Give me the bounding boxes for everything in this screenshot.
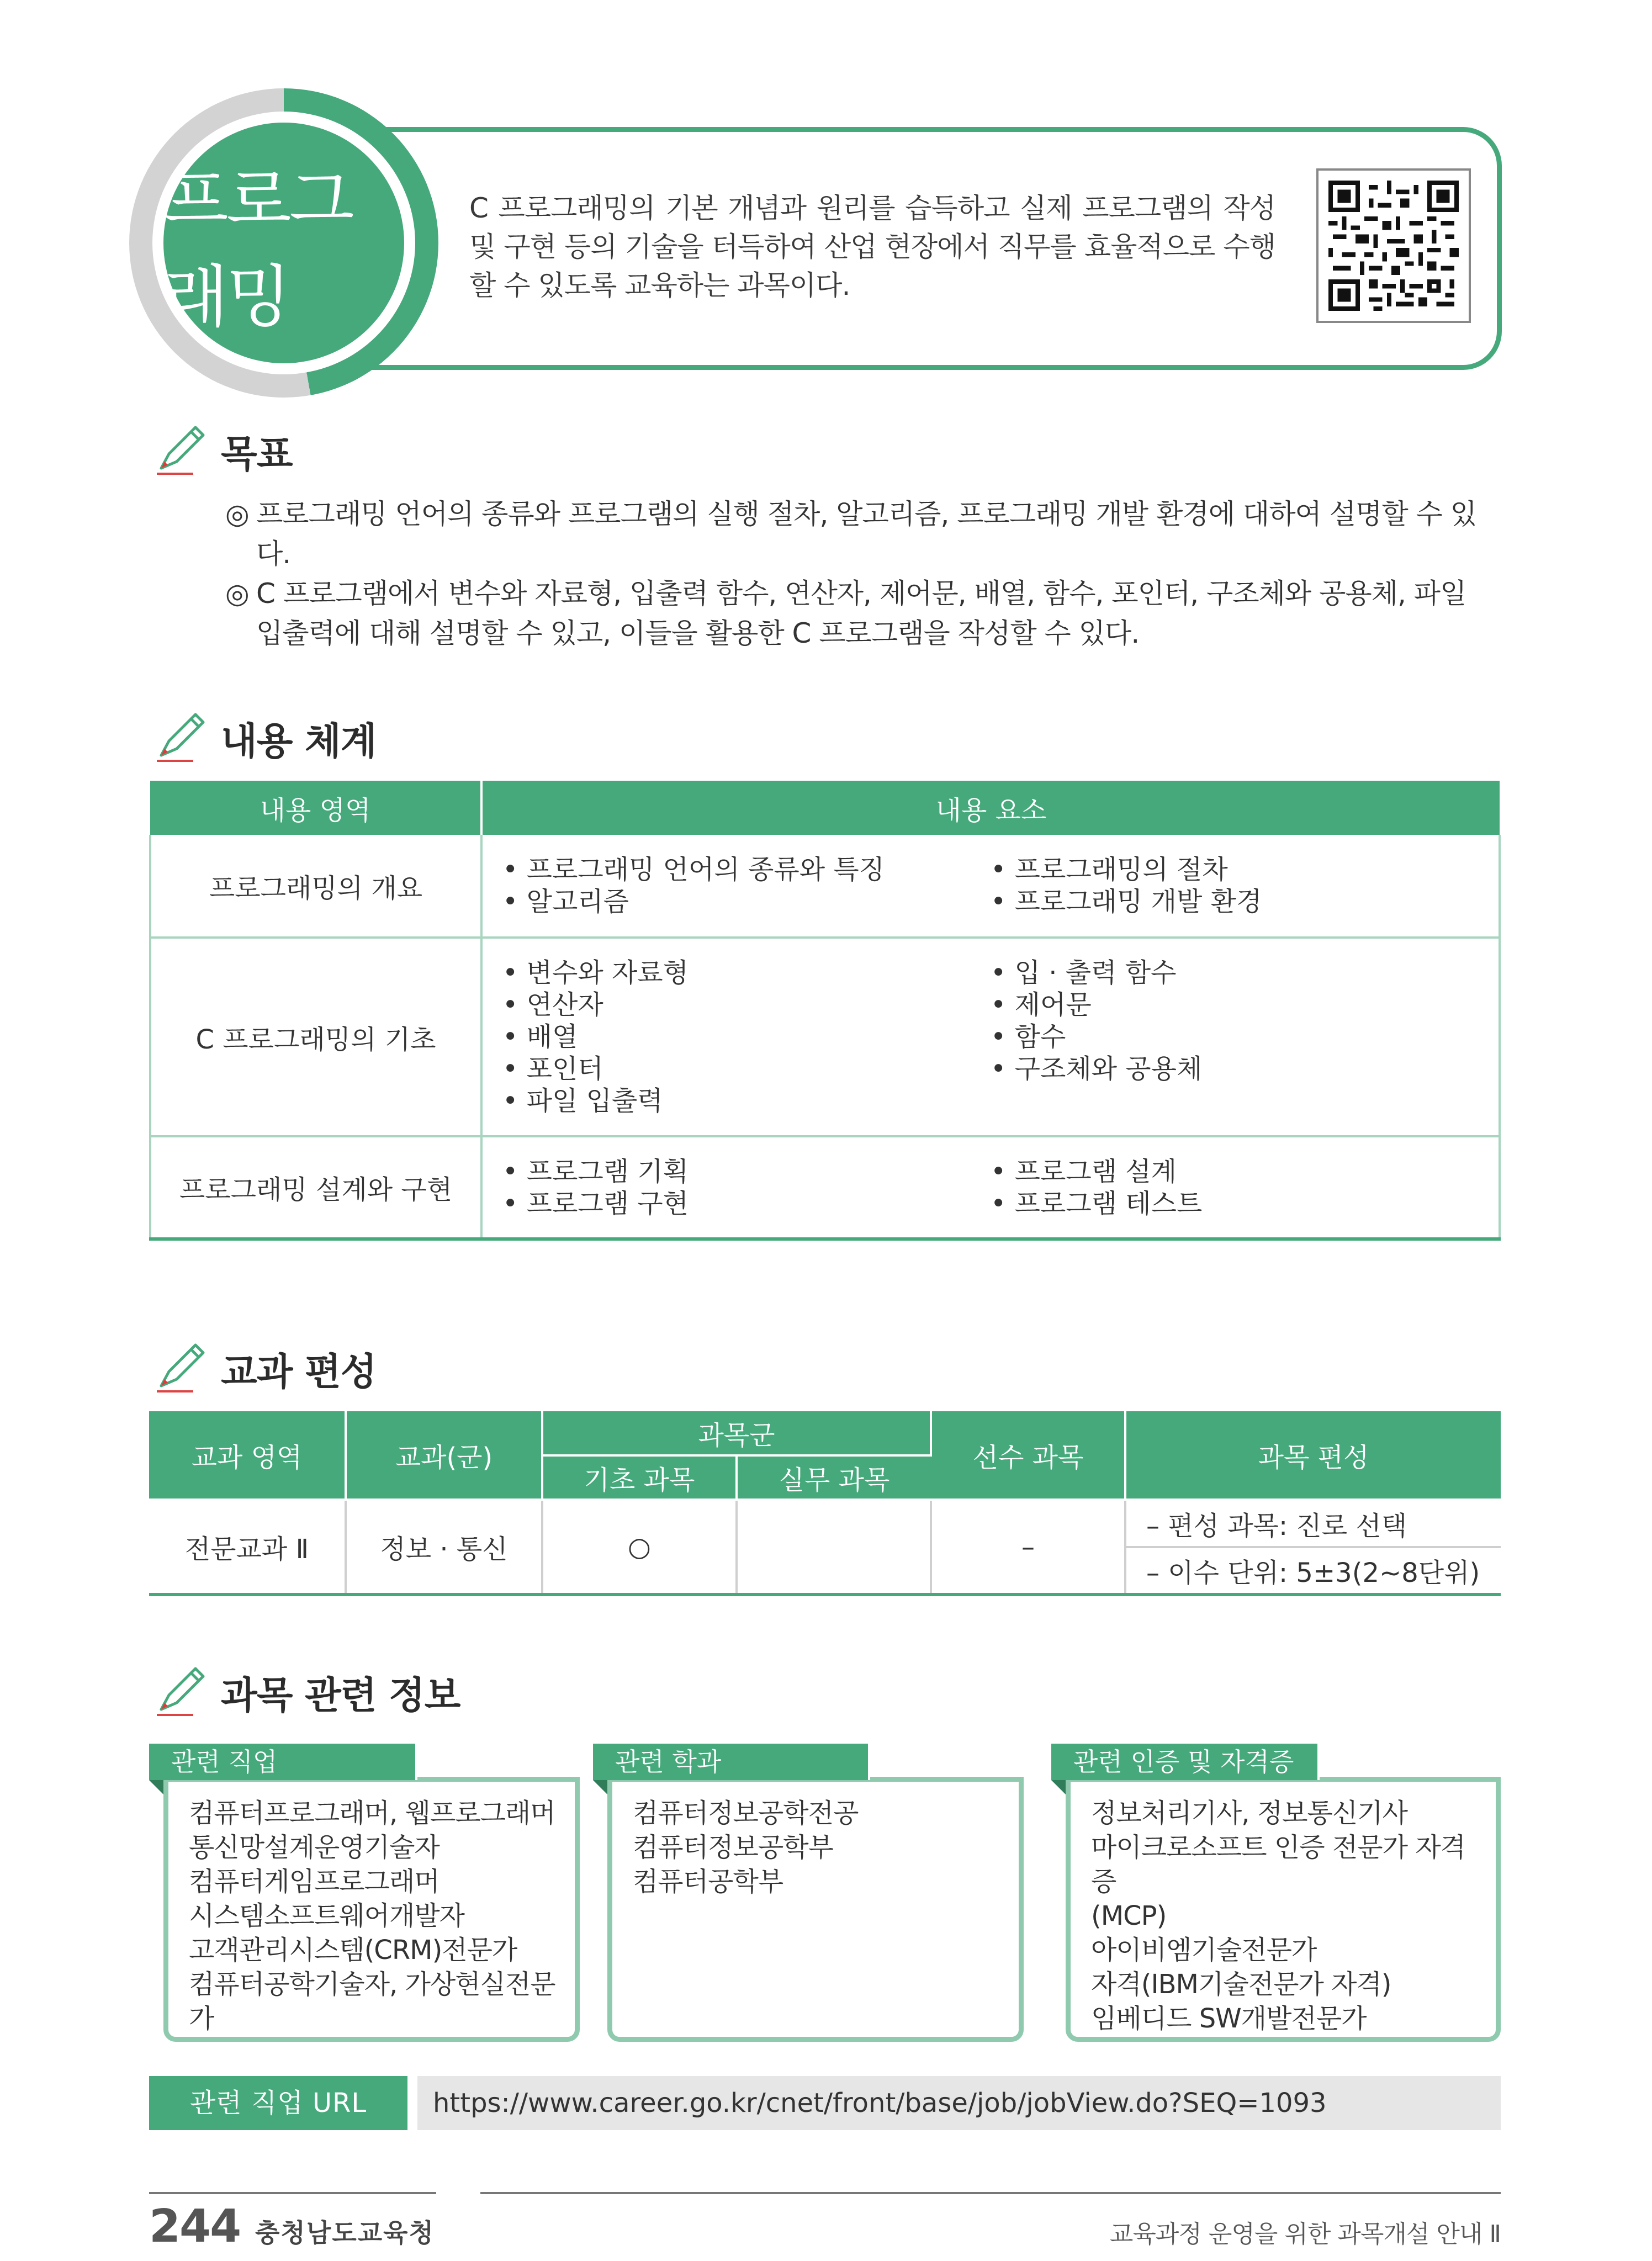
course-header-subject: 교과(군) [346,1411,542,1500]
course-description: C 프로그래밍의 기본 개념과 원리를 습득하고 실제 프로그램의 작성 및 구현 등의 기술을 터득하여 산업 현장에서 직무를 효율적으로 수행할 수 있도록 교육하는 과목이다. [469,192,1275,301]
pencil-icon [149,1338,210,1399]
info-tag: 관련 직업 [149,1744,417,1780]
related-jobs-box [149,1744,580,2042]
related-job-url-label: 관련 직업 URL [149,2076,407,2130]
element-list-right: • 프로그래밍의 절차 • 프로그래밍 개발 환경 [991,854,1479,918]
related-job-url-link[interactable]: https://www.career.go.kr/cnet/front/base/job/jobView.do?SEQ=1093 [417,2076,1501,2130]
course-header-area: 교과 영역 [149,1411,346,1500]
footer-organization: 충청남도교육청 [255,2218,435,2248]
table-row: – 이수 단위: 5±3(2~8단위) [149,1547,1501,1595]
table-row: 전문교과 Ⅱ 정보 · 통신 ○ – – 편성 과목: 진로 선택 [149,1500,1501,1547]
info-list: 컴퓨터프로그래머, 웹프로그래머 통신망설계운영기술자 컴퓨터게임프로그래머 시스템소프트웨어개발자 고객관리시스템(CRM)전문가 컴퓨터공학기술자, 가상현실전문가 [189,1798,555,2034]
goals-list [225,494,1495,653]
element-list-right: • 입 · 출력 함수 • 제어문 • 함수 • 구조체와 공용체 [991,957,1479,1085]
content-header-area: 내용 영역 [150,781,481,835]
pencil-icon [149,1662,210,1723]
element-list-right: • 프로그램 설계 • 프로그램 테스트 [991,1156,1479,1220]
content-header-elements: 내용 요소 [481,781,1500,835]
table-row: 프로그래밍의 개요 • 프로그래밍 언어의 종류와 특징 • 알고리즘 • 프로그래밍의 절차 • 프로그래밍 개발 환경 [150,835,1500,938]
course-table [149,1411,1501,1596]
header-badge [163,123,404,363]
section-course-title: 교과 편성 [149,1338,376,1399]
table-row: 프로그래밍 설계와 구현 • 프로그램 기획 • 프로그램 구현 • 프로그램 설계 • 프로그램 테스트 [150,1136,1500,1239]
course-header-basic: 기초 과목 [542,1455,737,1500]
section-goals-title: 목표 [149,421,292,481]
section-content-title: 내용 체계 [149,708,376,769]
page-title: 프로그래밍 [163,161,352,336]
footer-divider [149,2192,436,2194]
pencil-icon [149,421,210,481]
element-list-left: • 프로그램 기획 • 프로그램 구현 [502,1156,991,1220]
content-table [149,781,1501,1241]
info-tag: 관련 학과 [593,1744,870,1780]
goal-item: ◎ C 프로그램에서 변수와 자료형, 입출력 함수, 연산자, 제어문, 배열, 함수, 포인터, 구조체와 공용체, 파일 입출력에 대해 설명할 수 있고, 이들을 활용한 C 프로그램을 작성할 수 있다. [225,578,1466,649]
pencil-icon [149,708,210,769]
table-row: C 프로그래밍의 기초 • 변수와 자료형 • 연산자 • 배열 • 포인터 • 파일 입출력 • 입 · 출력 함수 • 제어문 • 함수 • 구조체와 공용체 [150,938,1500,1136]
related-departments-box [593,1744,1024,2042]
element-list-left: • 프로그래밍 언어의 종류와 특징 • 알고리즘 [502,854,991,918]
footer-divider [480,2192,1501,2194]
course-header-group: 과목군 [542,1411,931,1455]
related-certificates-box [1051,1744,1501,2042]
footer-guide-title: 교육과정 운영을 위한 과목개설 안내 Ⅱ [1109,2220,1501,2248]
info-list: 정보처리기사, 정보통신기사 마이크로소프트 인증 전문가 자격증 (MCP) 아이비엠기술전문가 자격(IBM기술전문가 자격) 임베디드 SW개발전문가 [1091,1798,1465,2034]
info-tag: 관련 인증 및 자격증 [1051,1744,1320,1780]
course-header-composition: 과목 편성 [1125,1411,1501,1500]
course-header-practical: 실무 과목 [737,1455,931,1500]
info-list: 컴퓨터정보공학전공 컴퓨터정보공학부 컴퓨터공학부 [633,1798,859,1897]
goal-item: ◎ 프로그래밍 언어의 종류와 프로그램의 실행 절차, 알고리즘, 프로그래밍 개발 환경에 대하여 설명할 수 있다. [225,498,1477,570]
course-header-prereq: 선수 과목 [931,1411,1125,1500]
page-number: 244 [149,2200,241,2253]
element-list-left: • 변수와 자료형 • 연산자 • 배열 • 포인터 • 파일 입출력 [502,957,991,1117]
qr-code-icon[interactable] [1316,168,1471,323]
section-info-title: 과목 관련 정보 [149,1662,460,1723]
